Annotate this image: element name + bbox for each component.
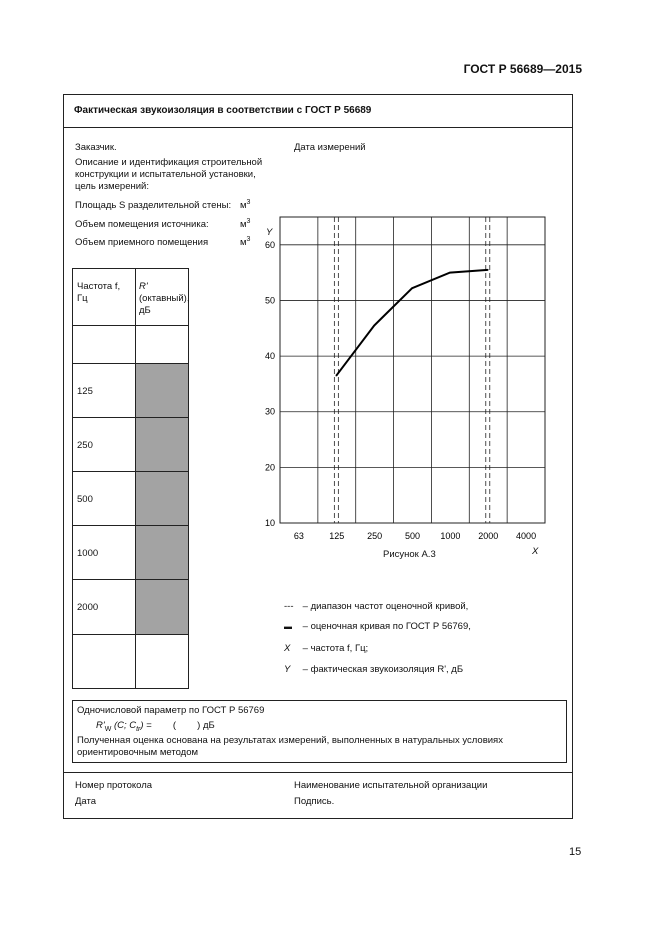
legend-item-x: X – частота f, Гц;: [284, 643, 369, 654]
rating-curve-line: [336, 270, 487, 376]
table-col2-header: R' (октавный), дБ: [139, 281, 190, 316]
table-freq-cell: 500: [77, 494, 93, 505]
x-tick-label: 250: [367, 531, 383, 541]
description-label: Описание и идентификация строительной конструкции и испытательной установки, цель измерений:: [75, 157, 263, 192]
x-tick-label: 1000: [440, 531, 461, 541]
x-axis-label: X: [532, 546, 539, 557]
table-freq-cell: 250: [77, 440, 93, 451]
table-col1-header: Частота f, Гц: [77, 281, 121, 304]
customer-label: Заказчик.: [75, 142, 117, 153]
result-formula: $R'_W$ (C; $C_{tr}$) = ( ) дБ: [96, 720, 215, 733]
y-tick-label: 30: [264, 406, 275, 417]
x-tick-label: 500: [404, 531, 421, 541]
receive-room-label: Объем приемного помещения: [75, 237, 209, 248]
figure-caption: Рисунок А.3: [383, 549, 436, 560]
x-tick-label: 4000: [516, 531, 537, 541]
standard-id: ГОСТ Р 56689—2015: [463, 62, 582, 76]
protocol-number-label: Номер протокола: [75, 780, 153, 791]
y-tick-label: 50: [264, 295, 275, 306]
rating-curve-point: [336, 375, 338, 377]
rating-curve-point: [449, 272, 451, 274]
y-tick-label: 20: [264, 462, 275, 473]
area-label: Площадь S разделительной стены:: [75, 200, 232, 211]
rating-curve-point: [373, 325, 375, 327]
table-freq-cell: 125: [77, 386, 93, 397]
legend-item-range: --- – диапазон частот оценочной кривой,: [284, 601, 469, 612]
plot-frame: [280, 217, 545, 523]
y-tick-label: 60: [264, 239, 275, 250]
x-tick-label: 63: [293, 531, 304, 541]
result-note: Полученная оценка основана на результатах измерений, выполненных в натуральных условиях ориентировочным методом: [77, 735, 503, 758]
footer-date-label: Дата: [75, 796, 97, 807]
rating-curve-point: [487, 269, 489, 271]
y-tick-label: 40: [264, 351, 275, 362]
area-unit: $м^3$: [240, 198, 251, 211]
source-room-unit: $м^3$: [240, 217, 251, 230]
measurement-date-label: Дата измерений: [294, 142, 366, 153]
table-freq-cell: 1000: [77, 548, 99, 559]
y-axis-label: Y: [266, 227, 273, 238]
y-tick-label: 10: [264, 518, 275, 528]
organization-label: Наименование испытательной организации: [294, 780, 488, 791]
receive-room-unit: $м^3$: [240, 235, 251, 248]
source-room-label: Объем помещения источника:: [75, 219, 209, 230]
rating-curve-point: [411, 287, 413, 289]
signature-label: Подпись.: [294, 796, 335, 807]
result-title: Одночисловой параметр по ГОСТ Р 56769: [77, 705, 265, 716]
x-tick-label: 2000: [478, 531, 499, 541]
table-freq-cell: 2000: [77, 602, 99, 613]
dashed-line-symbol: ---: [284, 601, 294, 612]
footer-divider: [63, 772, 573, 773]
page-number: 15: [569, 846, 582, 858]
form-title: Фактическая звукоизоляция в соответствии с ГОСТ Р 56689: [74, 105, 372, 116]
x-tick-label: 125: [329, 531, 345, 541]
legend-item-curve: ▬ – оценочная кривая по ГОСТ Р 56769,: [284, 621, 471, 632]
legend-item-y: Y – фактическая звукоизоляция R', дБ: [284, 664, 464, 675]
solid-line-symbol: ▬: [284, 622, 292, 631]
